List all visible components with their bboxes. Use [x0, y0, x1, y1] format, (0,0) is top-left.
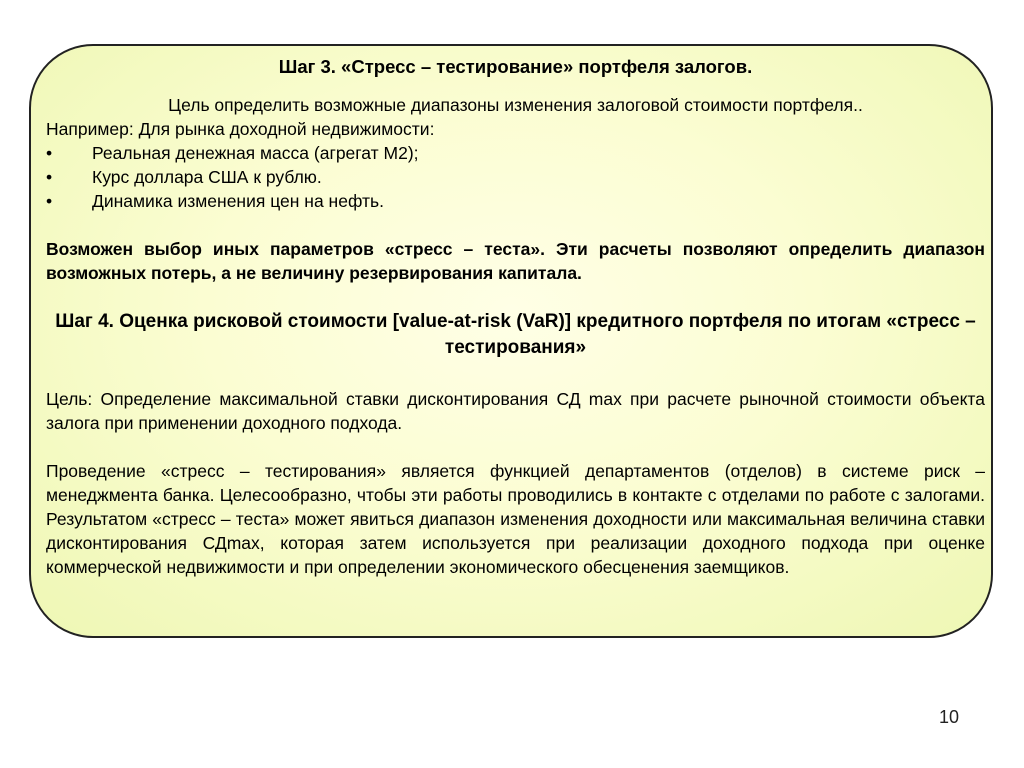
step4-heading: Шаг 4. Оценка рисковой стоимости [value-at-risk (VaR)] кредитного портфеля по итогам «стресс – тестирования» [55, 311, 976, 358]
indicator-list [46, 141, 985, 213]
bullet-icon: • [46, 167, 53, 187]
stress-test-note: Возможен выбор иных параметров «стресс – теста». Эти расчеты позволяют определить диапазон возможных потерь, а не величину резервирования капитала. [46, 239, 985, 283]
final-paragraph: Проведение «стресс – тестирования» является функцией департаментов (отделов) в системе риск – менеджмента банка. Целесообразно, чтобы эти работы проводились в контакте с отделами по работе с залогами. Результатом «стресс – теста» может явиться диапазон изменения доходности или максимальная величина ставки дисконтирования СДmax, которая затем используется при реализации доходного подхода при оценке коммерческой недвижимости и при определении экономического обесценения заемщиков. [46, 461, 985, 577]
slide-content [46, 54, 985, 579]
bullet-icon: • [46, 191, 53, 211]
goal-paragraph: Цель: Определение максимальной ставки дисконтирования СД max при расчете рыночной стоимости объекта залога при применении доходного подхода. [46, 389, 985, 433]
list-item-text: Курс доллара США к рублю. [92, 167, 322, 187]
page-number: 10 [939, 707, 960, 727]
goal-line: Цель определить возможные диапазоны изменения залоговой стоимости портфеля.. [168, 95, 863, 115]
example-line: Например: Для рынка доходной недвижимости: [46, 119, 435, 139]
step3-heading: Шаг 3. «Стресс – тестирование» портфеля залогов. [278, 56, 753, 77]
bullet-icon: • [46, 143, 53, 163]
list-item-text: Динамика изменения цен на нефть. [92, 191, 384, 211]
list-item-text: Реальная денежная масса (агрегат М2); [92, 143, 419, 163]
list-item [46, 189, 985, 213]
list-item [46, 141, 985, 165]
list-item [46, 165, 985, 189]
